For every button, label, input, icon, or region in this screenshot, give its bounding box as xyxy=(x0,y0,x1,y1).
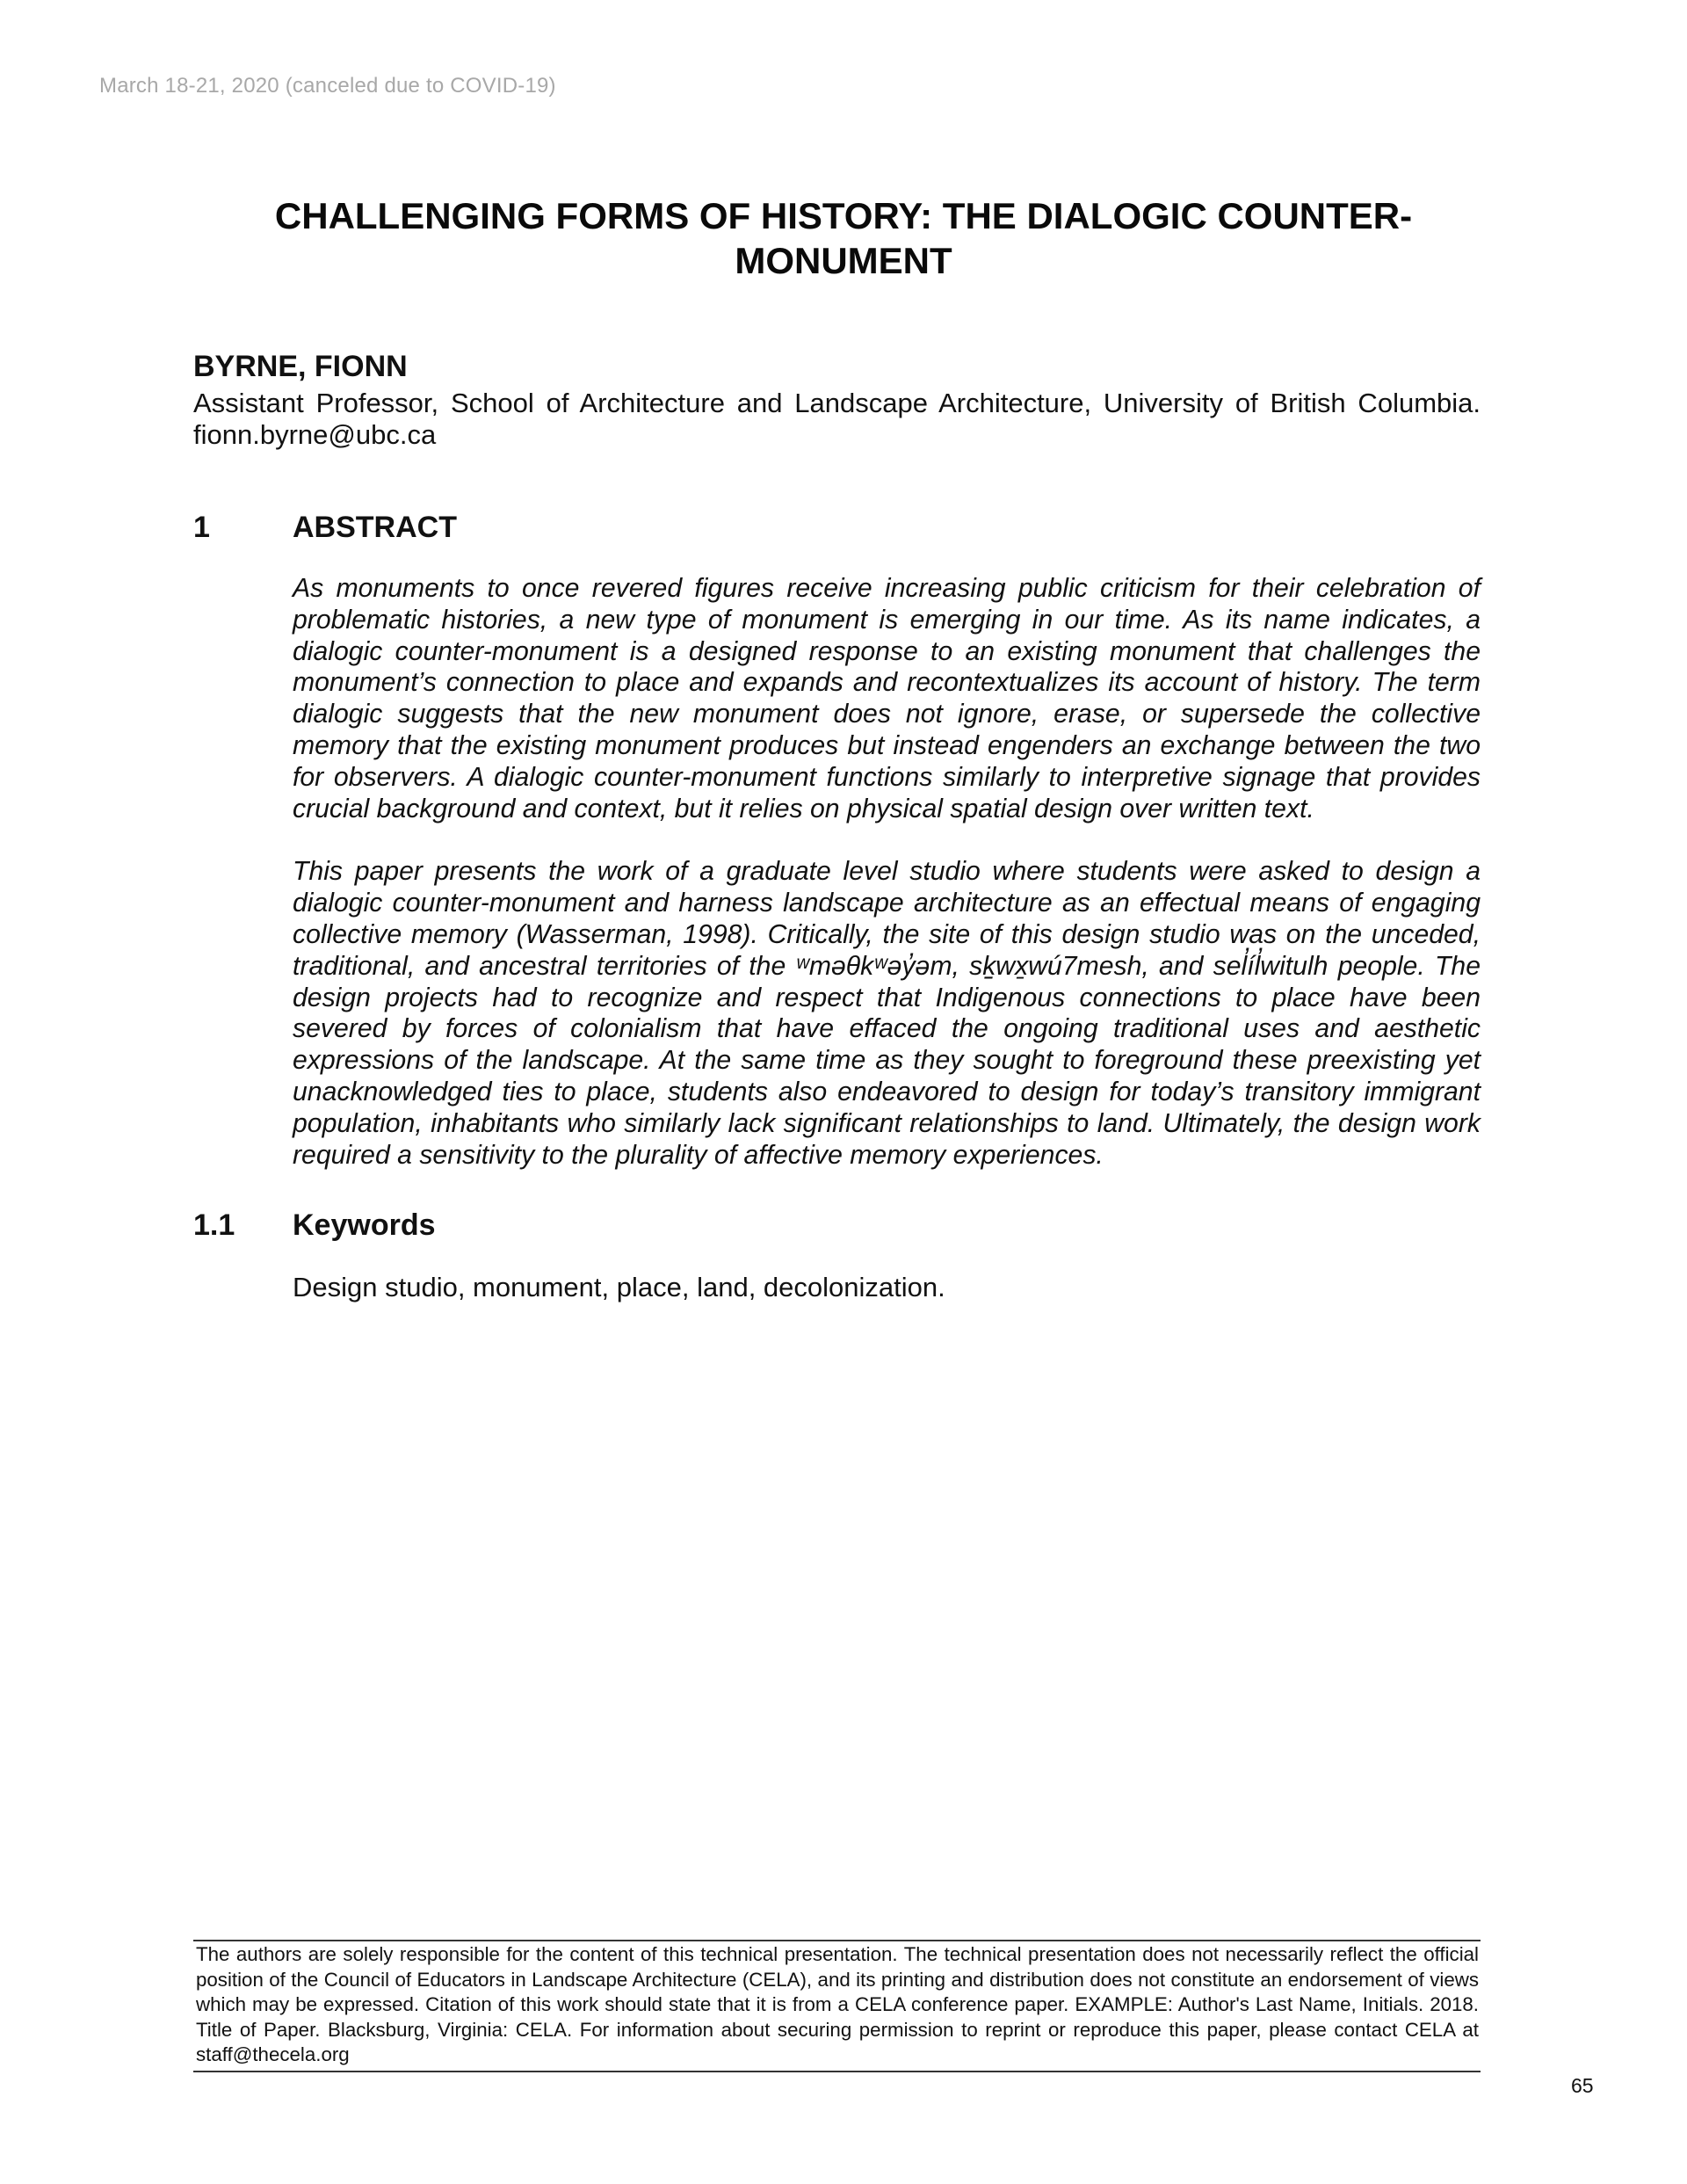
keywords-heading xyxy=(193,1208,436,1243)
footer-disclaimer: The authors are solely responsible for the content of this technical presentation. The technical presentation does not necessarily reflect the official position of the Council of Educators in Landscape Architecture (CELA), and its printing and distribution does not constitute an endorsement of views which may be expressed. Citation of this work should state that it is from a CELA conference paper. EXAMPLE: Author's Last Name, Initials. 2018. Title of Paper. Blacksburg, Virginia: CELA. For information about securing permission to reprint or reproduce this paper, please contact CELA at staff@thecela.org xyxy=(196,1943,1479,2065)
abstract-body xyxy=(293,573,1481,1202)
abstract-section-title: ABSTRACT xyxy=(293,511,457,544)
keywords-section-title: Keywords xyxy=(293,1208,436,1242)
page-number: 65 xyxy=(1571,2074,1594,2097)
abstract-paragraph: This paper presents the work of a graduate level studio where students were asked to design a dialogic counter-monument and harness landscape architecture as an effectual means of engaging collective memory (Wasserman, 1998). Critically, the site of this design studio was on the unceded, traditional, and ancestral territories of the ʷməθkʷəy̓əm, sḵwx̱wú7mesh, and sel̓íl̓witulh people. The design projects had to recognize and respect that Indigenous connections to place have been severed by forces of colonialism that have effaced the ongoing traditional uses and aesthetic expressions of the landscape. At the same time as they sought to foreground these preexisting yet unacknowledged ties to place, students also endeavored to design for today’s transitory immigrant population, inhabitants who similarly lack significant relationships to land. Ultimately, the design work required a sensitivity to the plurality of affective memory experiences. xyxy=(293,857,1481,1170)
abstract-section-number: 1 xyxy=(193,511,210,544)
paper-title: CHALLENGING FORMS OF HISTORY: THE DIALOGIC COUNTER-MONUMENT xyxy=(274,195,1413,281)
author-email: fionn.byrne@ubc.ca xyxy=(193,419,437,450)
abstract-paragraph: As monuments to once revered figures receive increasing public criticism for their celebration of problematic histories, a new type of monument is emerging in our time. As its name indicates, a dialogic counter-monument is a designed response to an existing monument that challenges the monument’s connection to place and expands and recontextualizes its account of history. The term dialogic suggests that the new monument does not ignore, erase, or supersede the collective memory that the existing monument produces but instead engenders an exchange between the two for observers. A dialogic counter-monument functions similarly to interpretive signage that provides crucial background and context, but it relies on physical spatial design over written text. xyxy=(293,574,1481,824)
keywords-text: Design studio, monument, place, land, decolonization. xyxy=(293,1272,945,1302)
author-block xyxy=(193,349,1481,451)
author-affiliation: Assistant Professor, School of Architecture and Landscape Architecture, University of British Columbia. xyxy=(193,388,1481,418)
footer-top-rule xyxy=(193,1940,1481,1941)
keywords-section-number: 1.1 xyxy=(193,1208,235,1242)
footer-bottom-rule xyxy=(193,2071,1481,2072)
author-name: BYRNE, FIONN xyxy=(193,350,408,383)
running-header: March 18-21, 2020 (canceled due to COVID-19) xyxy=(99,74,556,98)
abstract-heading xyxy=(193,510,457,545)
